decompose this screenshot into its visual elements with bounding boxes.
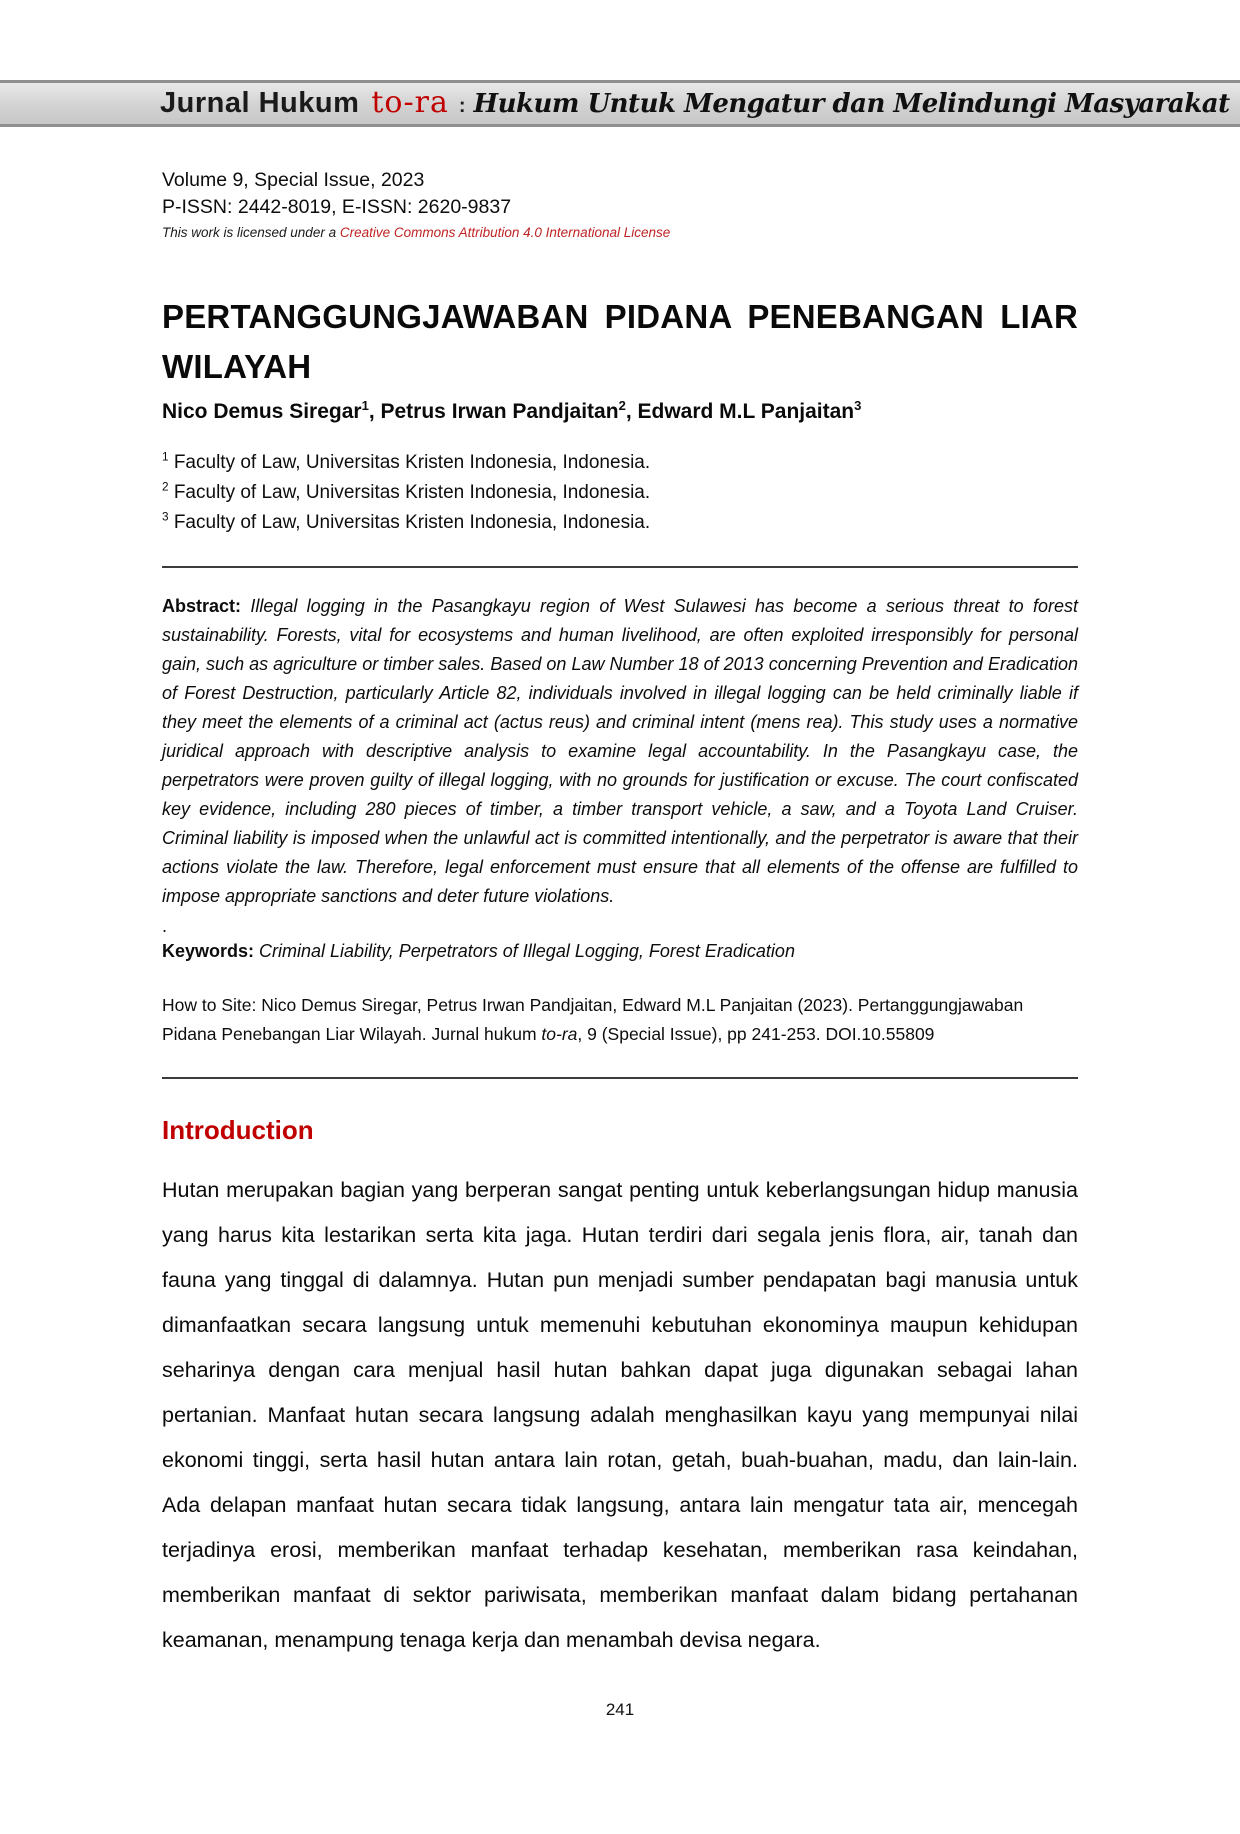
affiliation-item [162, 478, 1078, 508]
issue-meta [162, 167, 1078, 240]
divider [162, 566, 1078, 568]
citation-journal-short: to-ra [541, 1024, 578, 1044]
author-superscript: 2 [618, 398, 626, 413]
keywords-label: Keywords: [162, 941, 255, 961]
abstract-text: Illegal logging in the Pasangkayu region of West Sulawesi has become a serious threat to forest sustainability. Forests, vital for ecosystems and human livelihood, are often exploited irresponsibly for personal gain, such as agriculture or timber sales. Based on Law Number 18 of 2013 concerning Prevention and Eradication of Forest Destruction, particularly Article 82, individuals involved in illegal logging can be held criminally liable if they meet the elements of a criminal act (actus reus) and criminal intent (mens rea). This study uses a normative juridical approach with descriptive analysis to examine legal accountability. In the Pasangkayu case, the perpetrators were proven guilty of illegal logging, with no grounds for justification or excuse. The court confiscated key evidence, including 280 pieces of timber, a timber transport vehicle, a saw, and a Toyota Land Cruiser. Criminal liability is imposed when the unlawful act is committed intentionally, and the perpetrator is aware that their actions violate the law. Therefore, legal enforcement must ensure that all elements of the offense are fulfilled to impose appropriate sanctions and deter future violations. [162, 596, 1078, 906]
license-prefix: This work is licensed under a [162, 225, 340, 240]
citation-prefix: How to Site: Nico Demus Siregar, Petrus Irwan Pandjaitan, Edward M.L Panjaitan (2023). Pertanggungjawaban Pidana Penebangan Liar Wilayah. Jurnal hukum [162, 995, 1024, 1044]
license-line [162, 225, 1078, 240]
affiliation-text: Faculty of Law, Universitas Kristen Indonesia, Indonesia. [168, 452, 651, 473]
affiliation-text: Faculty of Law, Universitas Kristen Indonesia, Indonesia. [168, 482, 651, 503]
introduction-paragraph: Hutan merupakan bagian yang berperan sangat penting untuk keberlangsungan hidup manusia yang harus kita lestarikan serta kita jaga. Hutan terdiri dari segala jenis flora, air, tanah dan fauna yang tinggal di dalamnya. Hutan pun menjadi sumber pendapatan bagi manusia untuk dimanfaatkan secara langsung untuk memenuhi kebutuhan ekonominya maupun kehidupan seharinya dengan cara menjual hasil hutan bahkan dapat juga digunakan sebagai lahan pertanian. Manfaat hutan secara langsung adalah menghasilkan kayu yang mempunyai nilai ekonomi tinggi, serta hasil hutan antara lain rotan, getah, buah-buahan, madu, dan lain-lain. Ada delapan manfaat hutan secara tidak langsung, antara lain mengatur tata air, mencegah terjadinya erosi, memberikan manfaat terhadap kesehatan, memberikan rasa keindahan, memberikan manfaat di sektor pariwisata, memberikan manfaat dalam bidang pertahanan keamanan, menampung tenaga kerja dan menambah devisa negara. [162, 1178, 1078, 1652]
divider [162, 1077, 1078, 1079]
stray-period: . [162, 916, 168, 936]
journal-tagline: Hukum Untuk Mengatur dan Melindungi Masyarakat [473, 89, 1230, 119]
keywords-line [162, 937, 1078, 965]
author-name: , Petrus Irwan Pandjaitan [368, 400, 619, 423]
affiliation-superscript: 1 [162, 450, 169, 464]
author-name: Nico Demus Siregar [162, 400, 362, 423]
citation-suffix: , 9 (Special Issue), pp 241-253. DOI.10.55809 [577, 1024, 935, 1044]
author-superscript: 1 [361, 398, 369, 413]
article-page [162, 167, 1078, 1663]
section-heading-introduction: Introduction [162, 1115, 314, 1145]
keywords-text: Criminal Liability, Perpetrators of Illegal Logging, Forest Eradication [254, 941, 795, 961]
affiliation-superscript: 2 [162, 480, 169, 494]
issn-line: P-ISSN: 2442-8019, E-ISSN: 2620-9837 [162, 196, 512, 218]
author-superscript: 3 [854, 398, 862, 413]
author-name: , Edward M.L Panjaitan [625, 400, 855, 423]
journal-header-bar [0, 80, 1240, 127]
affiliation-superscript: 3 [162, 510, 169, 524]
journal-separator: : [458, 95, 466, 117]
license-link[interactable]: Creative Commons Attribution 4.0 International License [339, 225, 671, 240]
abstract-paragraph [162, 592, 1078, 911]
abstract-label: Abstract: [162, 596, 242, 616]
affiliation-item [162, 508, 1078, 538]
citation [162, 991, 1078, 1049]
affiliation-text: Faculty of Law, Universitas Kristen Indonesia, Indonesia. [168, 512, 651, 533]
volume-line: Volume 9, Special Issue, 2023 [162, 169, 425, 191]
journal-short-name: to-ra [371, 85, 449, 120]
authors-line [162, 400, 1078, 424]
journal-name: Jurnal Hukum [160, 87, 360, 119]
page-number: 241 [605, 1700, 635, 1719]
affiliations-block [162, 448, 1078, 538]
affiliation-item [162, 448, 1078, 478]
article-title: PERTANGGUNGJAWABAN PIDANA PENEBANGAN LIAR WILAYAH [162, 298, 1078, 385]
